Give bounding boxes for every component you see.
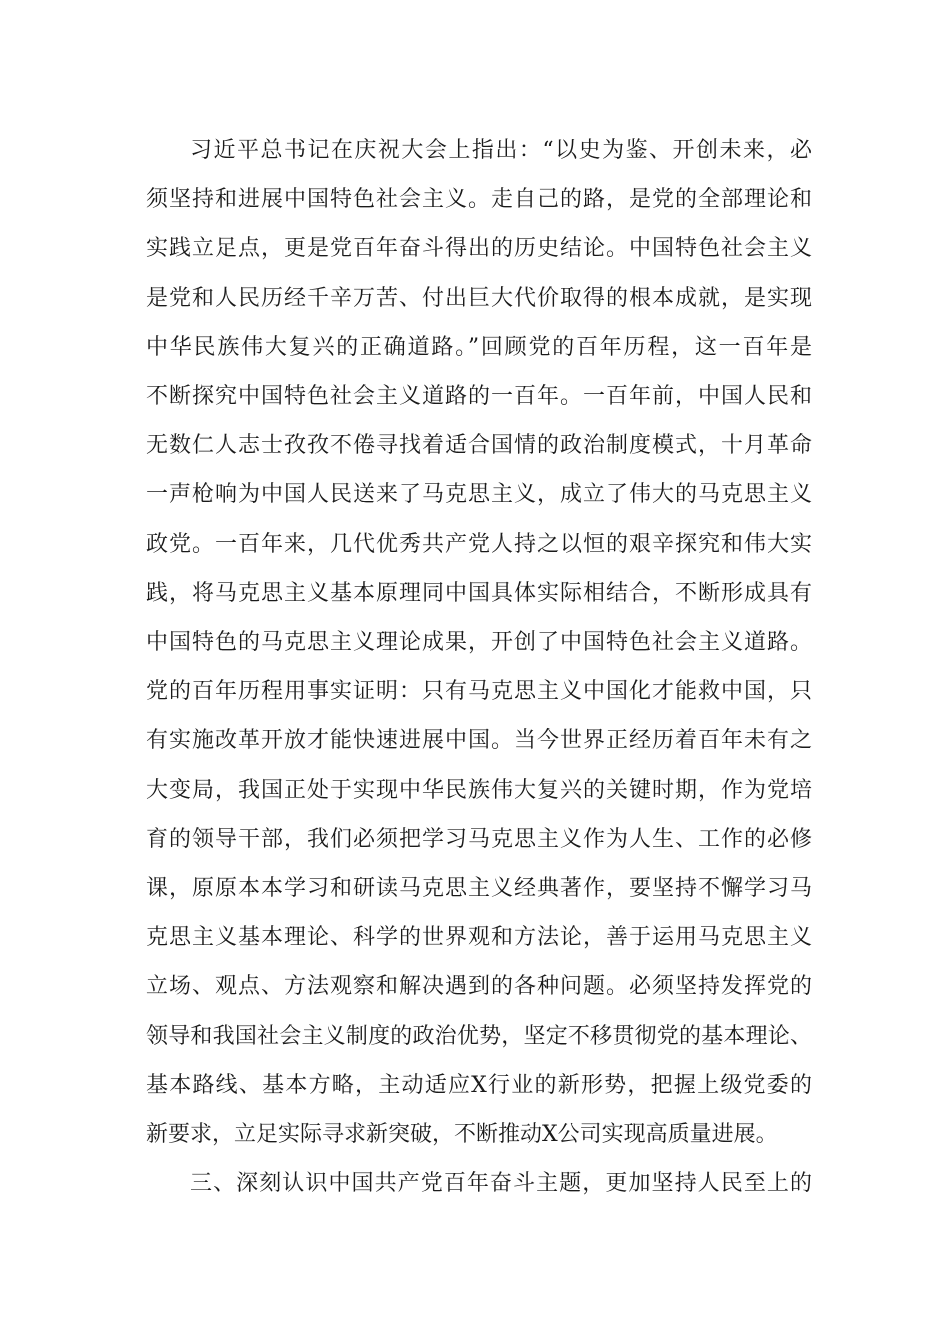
- text-line: 习近平总书记在庆祝大会上指出：“以史为鉴、开创未来，必: [190, 138, 812, 163]
- paragraph: [146, 126, 812, 1159]
- text-line: 一声枪响为中国人民送来了马克思主义，成立了伟大的马克思主义: [146, 482, 812, 508]
- text-line: 课，原原本本学习和研读马克思主义经典著作，要坚持不懈学习马: [146, 876, 812, 902]
- text-line: 须坚持和进展中国特色社会主义。走自己的路，是党的全部理论和: [146, 187, 812, 213]
- paragraph: [146, 1159, 812, 1208]
- text-line: 有实施改革开放才能快速进展中国。当今世界正经历着百年未有之: [146, 728, 812, 754]
- text-line: 育的领导干部，我们必须把学习马克思主义作为人生、工作的必修: [146, 826, 812, 852]
- text-line: 基本路线、基本方略，主动适应X行业的新形势，把握上级党委的: [146, 1072, 812, 1098]
- text-line: 克思主义基本理论、科学的世界观和方法论，善于运用马克思主义: [146, 925, 812, 951]
- text-line: 是党和人民历经千辛万苦、付出巨大代价取得的根本成就，是实现: [146, 285, 812, 311]
- text-line: 无数仁人志士孜孜不倦寻找着适合国情的政治制度模式，十月革命: [146, 433, 812, 459]
- text-line: 大变局，我国正处于实现中华民族伟大复兴的关键时期，作为党培: [146, 777, 812, 803]
- document-body: [146, 126, 812, 1208]
- text-line: 三、深刻认识中国共产党百年奋斗主题，更加坚持人民至上的: [190, 1171, 812, 1197]
- text-line: 中国特色的马克思主义理论成果，开创了中国特色社会主义道路。: [146, 630, 812, 656]
- text-line: 中华民族伟大复兴的正确道路。”回顾党的百年历程，这一百年是: [146, 334, 812, 360]
- text-line: 立场、观点、方法观察和解决遇到的各种问题。必须坚持发挥党的: [146, 974, 812, 1000]
- text-line: 政党。一百年来，几代优秀共产党人持之以恒的艰辛探究和伟大实: [146, 531, 812, 557]
- text-line: 领导和我国社会主义制度的政治优势，坚定不移贯彻党的基本理论、: [146, 1023, 812, 1049]
- text-line: 新要求，立足实际寻求新突破，不断推动X公司实现高质量进展。: [146, 1122, 778, 1148]
- text-line: 不断探究中国特色社会主义道路的一百年。一百年前，中国人民和: [146, 384, 812, 410]
- text-line: 践，将马克思主义基本原理同中国具体实际相结合，不断形成具有: [146, 580, 812, 606]
- text-line: 党的百年历程用事实证明：只有马克思主义中国化才能救中国，只: [146, 679, 812, 705]
- text-line: 实践立足点，更是党百年奋斗得出的历史结论。中国特色社会主义: [146, 236, 812, 262]
